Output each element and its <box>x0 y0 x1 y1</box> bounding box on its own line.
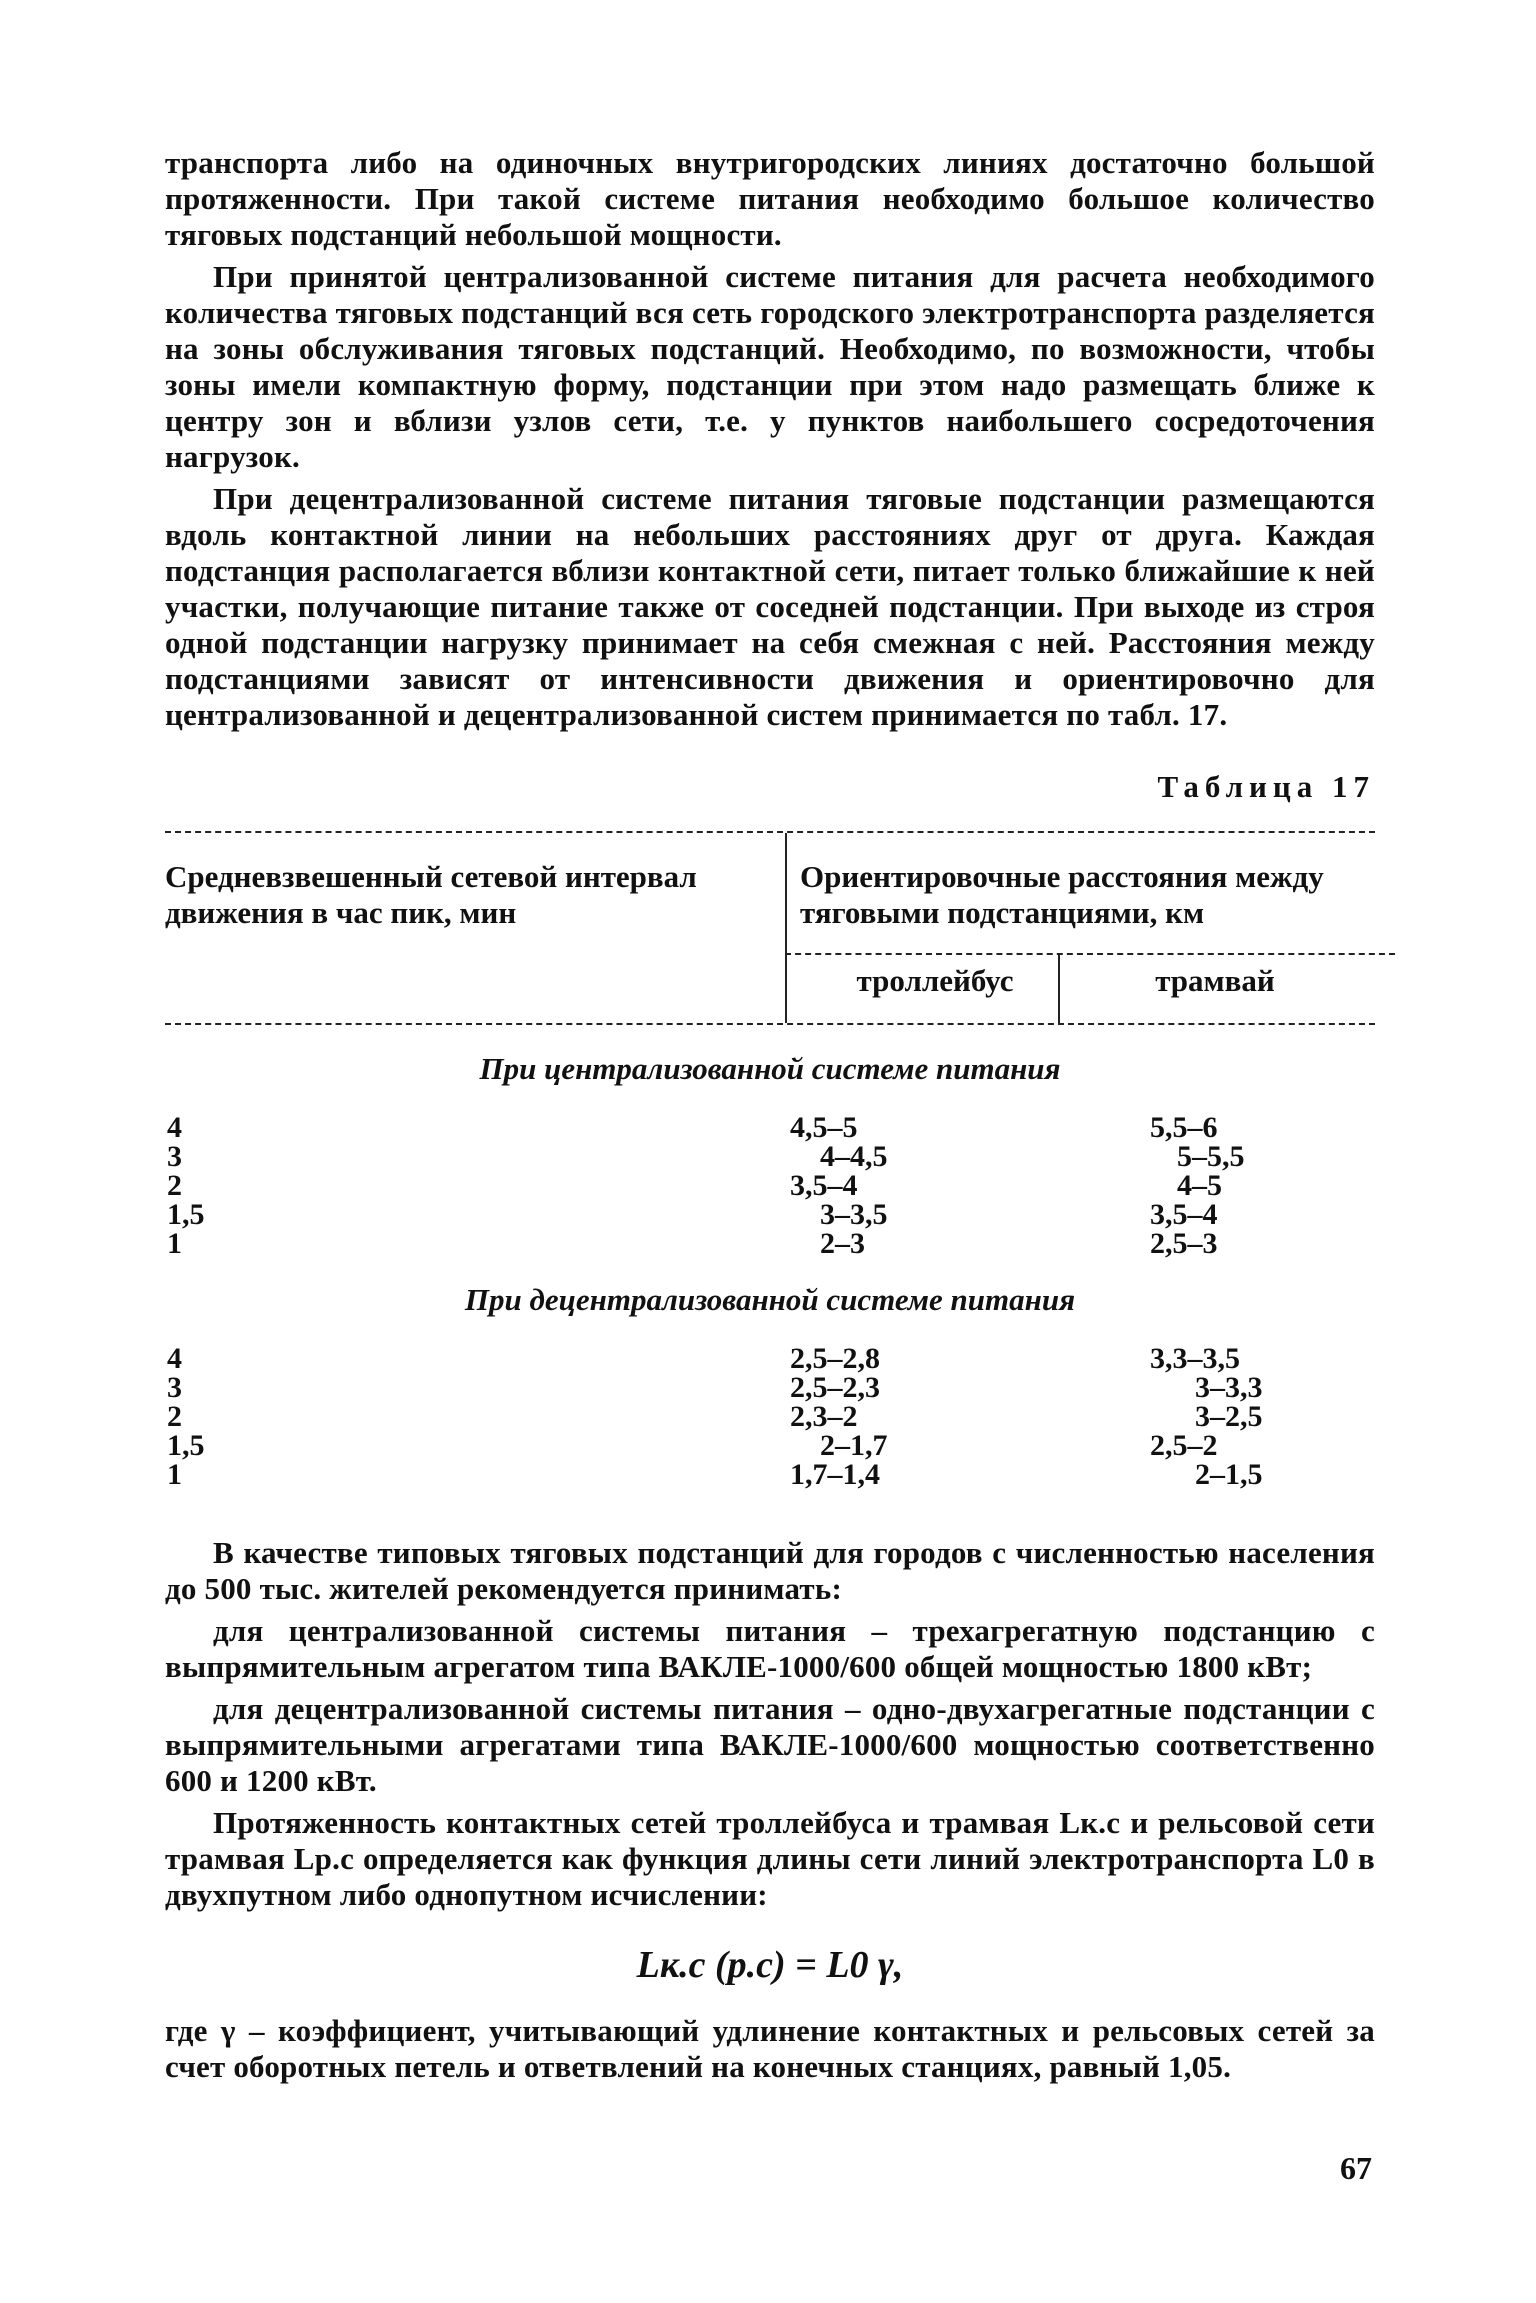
cell-trolleybus: 1,7–1,4 <box>790 1458 880 1491</box>
paragraph-where: где γ – коэффициент, учитывающий удлинение контактных и рельсовых сетей за счет оборотных петель и ответвлений на конечных станциях, равный 1,05. <box>165 2013 1375 2084</box>
column-header-tram: трамвай <box>1155 963 1275 998</box>
paragraph: транспорта либо на одиночных внутригородских линиях достаточно большой протяженности. При такой системе питания необходимо большое количество тяговых подстанций небольшой мощности. <box>165 145 1375 252</box>
paragraph: При децентрализованной системе питания тяговые подстанции размещаются вдоль контактной линии на небольших расстояниях друг от друга. Каждая подстанция располагается вблизи контактной сети, питает только ближайшие к ней участки, получающие питание также от соседней подстанции. При выходе из строя одной подстанции нагрузку принимает на себя смежная с ней. Расстояния между подстанциями зависят от интенсивности движения и ориентировочно для централизованной и децентрализованной систем принимается по табл. 17. <box>165 481 1375 732</box>
page-number: 67 <box>1340 2150 1372 2186</box>
table-header <box>165 831 1375 1025</box>
cell-trolleybus: 2,5–2,3 <box>790 1371 880 1404</box>
cell-interval: 4 <box>167 1342 182 1375</box>
cell-tram: 4–5 <box>1177 1169 1222 1202</box>
cell-trolleybus: 4,5–5 <box>790 1111 858 1144</box>
paragraph: В качестве типовых тяговых подстанций для городов с численностью населения до 500 тыс. жителей рекомендуется принимать: <box>165 1535 1375 1606</box>
cell-tram: 2,5–3 <box>1150 1227 1218 1260</box>
cell-interval: 2 <box>167 1400 182 1433</box>
section-title-centralized: При централизованной системе питания <box>479 1051 1061 1086</box>
cell-interval: 1,5 <box>167 1198 205 1231</box>
column-header-interval: Средневзвешенный сетевой интервал движения в час пик, мин <box>165 859 697 930</box>
cell-tram: 5,5–6 <box>1150 1111 1218 1144</box>
column-header-trolleybus: троллейбус <box>856 963 1014 998</box>
cell-trolleybus: 4–4,5 <box>820 1140 888 1173</box>
table-row <box>165 1371 1375 1404</box>
cell-tram: 2–1,5 <box>1195 1458 1263 1491</box>
cell-interval: 1 <box>167 1227 182 1260</box>
cell-tram: 3–2,5 <box>1195 1400 1263 1433</box>
page-body <box>165 145 1375 2091</box>
paragraph: для децентрализованной системы питания – одно-двухагрегатные подстанции с выпрямительными агрегатами типа ВАКЛЕ-1000/600 мощностью соответственно 600 и 1200 кВт. <box>165 1691 1375 1798</box>
table-row <box>165 1342 1375 1375</box>
table-row <box>165 1111 1375 1144</box>
cell-interval: 2 <box>167 1169 182 1202</box>
section-title-decentralized: При децентрализованной системе питания <box>464 1282 1076 1317</box>
column-divider <box>785 833 787 1023</box>
cell-trolleybus: 2,3–2 <box>790 1400 858 1433</box>
column-header-distances: Ориентировочные расстояния между тяговыми подстанциями, км <box>800 859 1324 930</box>
table-title: Таблица 17 <box>1157 769 1375 804</box>
table-row <box>165 1458 1375 1491</box>
table-section-decentralized <box>165 1342 1375 1491</box>
table-row <box>165 1429 1375 1462</box>
paragraph: для централизованной системы питания – трехагрегатную подстанцию с выпрямительным агрегатом типа ВАКЛЕ-1000/600 общей мощностью 1800 кВт; <box>165 1613 1375 1684</box>
cell-trolleybus: 2,5–2,8 <box>790 1342 880 1375</box>
cell-tram: 3,5–4 <box>1150 1198 1218 1231</box>
table-row <box>165 1400 1375 1433</box>
paragraph: При принятой централизованной системе питания для расчета необходимого количества тяговых подстанций вся сеть городского электротранспорта разделяется на зоны обслуживания тяговых подстанций. Необходимо, по возможности, чтобы зоны имели компактную форму, подстанции при этом надо размещать ближе к центру зон и вблизи узлов сети, т.е. у пунктов наибольшего сосредоточения нагрузок. <box>165 259 1375 474</box>
cell-interval: 1 <box>167 1458 182 1491</box>
formula: Lк.с (р.с) = L0 γ, <box>636 1944 904 1986</box>
cell-interval: 3 <box>167 1140 182 1173</box>
table-row <box>165 1227 1375 1260</box>
cell-trolleybus: 3–3,5 <box>820 1198 888 1231</box>
cell-tram: 3–3,3 <box>1195 1371 1263 1404</box>
cell-trolleybus: 2–3 <box>820 1227 865 1260</box>
cell-interval: 4 <box>167 1111 182 1144</box>
table-row <box>165 1198 1375 1231</box>
cell-tram: 2,5–2 <box>1150 1429 1218 1462</box>
cell-tram: 5–5,5 <box>1177 1140 1245 1173</box>
cell-interval: 3 <box>167 1371 182 1404</box>
table-section-centralized <box>165 1111 1375 1260</box>
paragraph: Протяженность контактных сетей троллейбуса и трамвая Lк.с и рельсовой сети трамвая Lр.с определяется как функция длины сети линий электротранспорта L0 в двухпутном либо однопутном исчислении: <box>165 1805 1375 1912</box>
cell-trolleybus: 2–1,7 <box>820 1429 888 1462</box>
column-divider <box>1058 953 1060 1023</box>
header-divider <box>785 953 1395 955</box>
table-row <box>165 1169 1375 1202</box>
cell-trolleybus: 3,5–4 <box>790 1169 858 1202</box>
table-row <box>165 1140 1375 1173</box>
cell-tram: 3,3–3,5 <box>1150 1342 1240 1375</box>
cell-interval: 1,5 <box>167 1429 205 1462</box>
